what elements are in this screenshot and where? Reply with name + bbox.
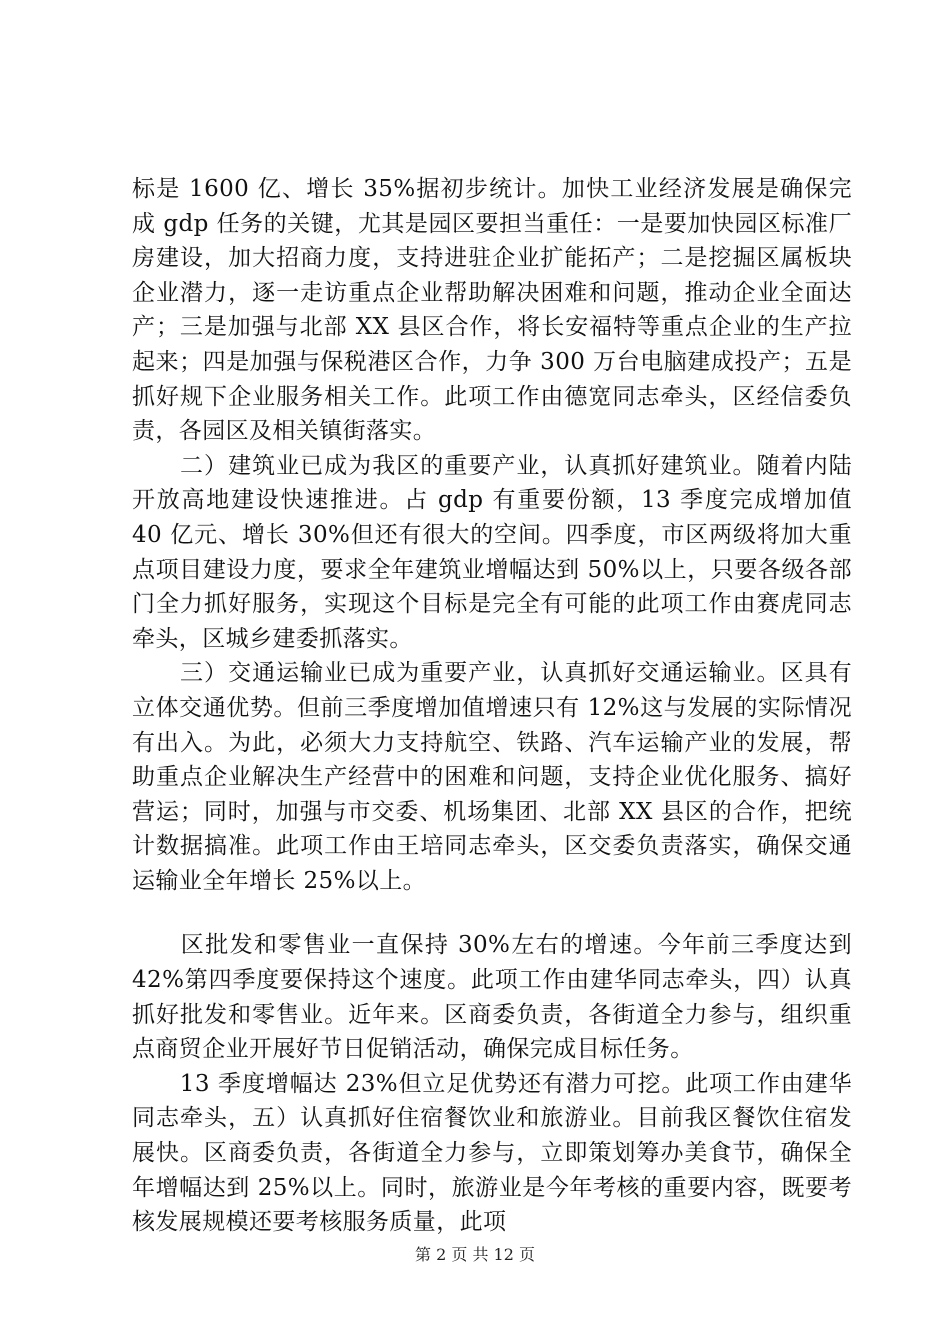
paragraph-3: 三）交通运输业已成为重要产业，认真抓好交通运输业。区具有立体交通优势。但前三季度增加值增速只有 12%这与发展的实际情况有出入。为此，必须大力支持航空、铁路、汽车运输产业的发展，帮助重点企业解决生产经营中的困难和问题，支持企业优化服务、搞好营运；同时，加强与市交委、机场集团、北部 XX 县区的合作，把统计数据搞准。此项工作由王培同志牵头，区交委负责落实，确保交通运输业全年增长 25%以上。 <box>132 660 852 894</box>
paragraph-1: 标是 1600 亿、增长 35%据初步统计。加快工业经济发展是确保完成 gdp 任务的关键，尤其是园区要担当重任：一是要加快园区标准厂房建设，加大招商力度，支持进驻企业扩能拓产；二是挖掘区属板块企业潜力，逐一走访重点企业帮助解决困难和问题，推动企业全面达产；三是加强与北部 XX 县区合作，将长安福特等重点企业的生产拉起来；四是加强与保税港区合作，力争 300 万台电脑建成投产；五是抓好规下企业服务相关工作。此项工作由德宽同志牵头，区经信委负责，各园区及相关镇街落实。 <box>132 176 852 445</box>
paragraph-2: 二）建筑业已成为我区的重要产业，认真抓好建筑业。随着内陆开放高地建设快速推进。占 gdp 有重要份额，13 季度完成增加值 40 亿元、增长 30%但还有很大的空间。四季度，市区两级将加大重点项目建设力度，要求全年建筑业增幅达到 50%以上，只要各级各部门全力抓好服务，实现这个目标是完全有可能的此项工作由赛虎同志牵头，区城乡建委抓落实。 <box>132 452 860 652</box>
paragraph-4: 区批发和零售业一直保持 30%左右的增速。今年前三季度达到 42%第四季度要保持这个速度。此项工作由建华同志牵头，四）认真抓好批发和零售业。近年来。区商委负责，各街道全力参与，组织重点商贸企业开展好节日促销活动，确保完成目标任务。 <box>132 932 860 1063</box>
paragraph-spacer <box>132 898 852 928</box>
page-number-footer: 第 2 页 共 12 页 <box>415 1245 535 1264</box>
document-body <box>132 172 860 1240</box>
paragraph-5: 13 季度增幅达 23%但立足优势还有潜力可挖。此项工作由建华同志牵头，五）认真抓好住宿餐饮业和旅游业。目前我区餐饮住宿发展快。区商委负责，各街道全力参与，立即策划筹办美食节，确保全年增幅达到 25%以上。同时，旅游业是今年考核的重要内容，既要考核发展规模还要考核服务质量，此项 <box>132 1070 852 1236</box>
